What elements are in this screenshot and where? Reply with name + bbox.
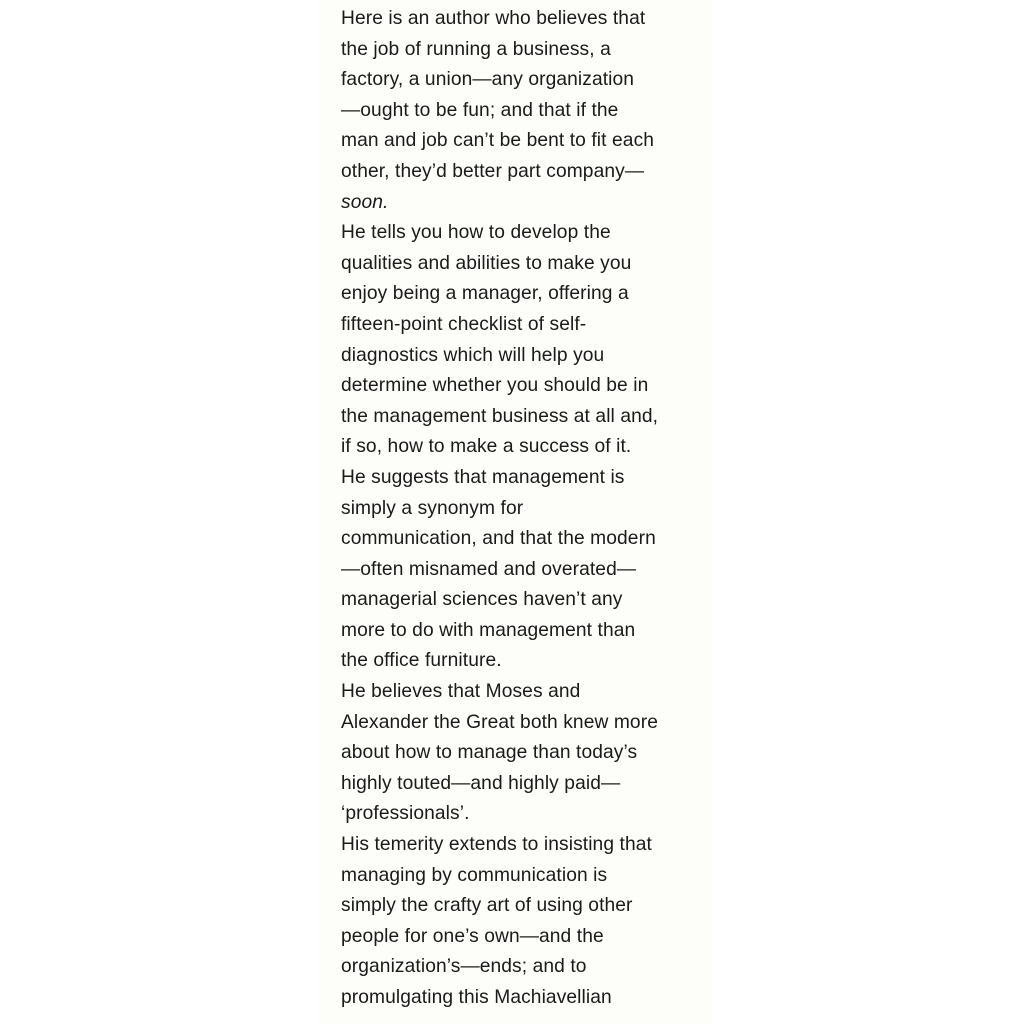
text-line: factory, a union—any organization xyxy=(341,69,635,91)
text-line: if so, how to make a success of it. xyxy=(341,436,632,458)
text-line: the management business at all and, xyxy=(341,405,659,427)
text-line: enjoy being a manager, offering a xyxy=(341,283,629,305)
text-line: determine whether you should be in xyxy=(341,375,649,397)
text-line: other, they’d better part company— xyxy=(341,160,645,182)
text-line: people for one’s own—and the xyxy=(341,925,604,947)
text-line: His temerity extends to insisting that xyxy=(341,834,652,856)
text-line: simply a synonym for xyxy=(341,497,524,519)
text-line: the office furniture. xyxy=(341,650,502,672)
text-line: managing by communication is xyxy=(341,864,608,886)
text-line: highly touted—and highly paid— xyxy=(341,772,621,794)
text-line: fifteen-point checklist of self- xyxy=(341,313,587,335)
text-line: promulgating this Machiavellian xyxy=(341,987,612,1008)
text-line: more to do with management than xyxy=(341,619,636,641)
text-line: Alexander the Great both knew more xyxy=(341,711,658,733)
text-line: He tells you how to develop the xyxy=(341,222,611,244)
text-line: man and job can’t be bent to fit each xyxy=(341,130,655,152)
text-line: simply the crafty art of using other xyxy=(341,895,633,917)
text-line: He believes that Moses and xyxy=(341,681,581,703)
text-line: managerial sciences haven’t any xyxy=(341,589,623,611)
text-line: qualities and abilities to make you xyxy=(341,252,632,274)
text-line: —often misnamed and overated— xyxy=(341,558,637,580)
text-line: —ought to be fun; and that if the xyxy=(341,99,619,121)
text-line: diagnostics which will help you xyxy=(341,344,605,366)
text-line: He suggests that management is xyxy=(341,466,625,488)
text-line: Here is an author who believes that xyxy=(341,8,646,29)
text-column xyxy=(341,4,711,1014)
text-line-emphasis: soon. xyxy=(341,191,389,213)
text-line: organization’s—ends; and to xyxy=(341,956,587,978)
text-line: ‘professionals’. xyxy=(341,803,470,825)
text-line: communication, and that the modern xyxy=(341,528,656,550)
text-line: the job of running a business, a xyxy=(341,38,611,60)
text-line: about how to manage than today’s xyxy=(341,742,638,764)
